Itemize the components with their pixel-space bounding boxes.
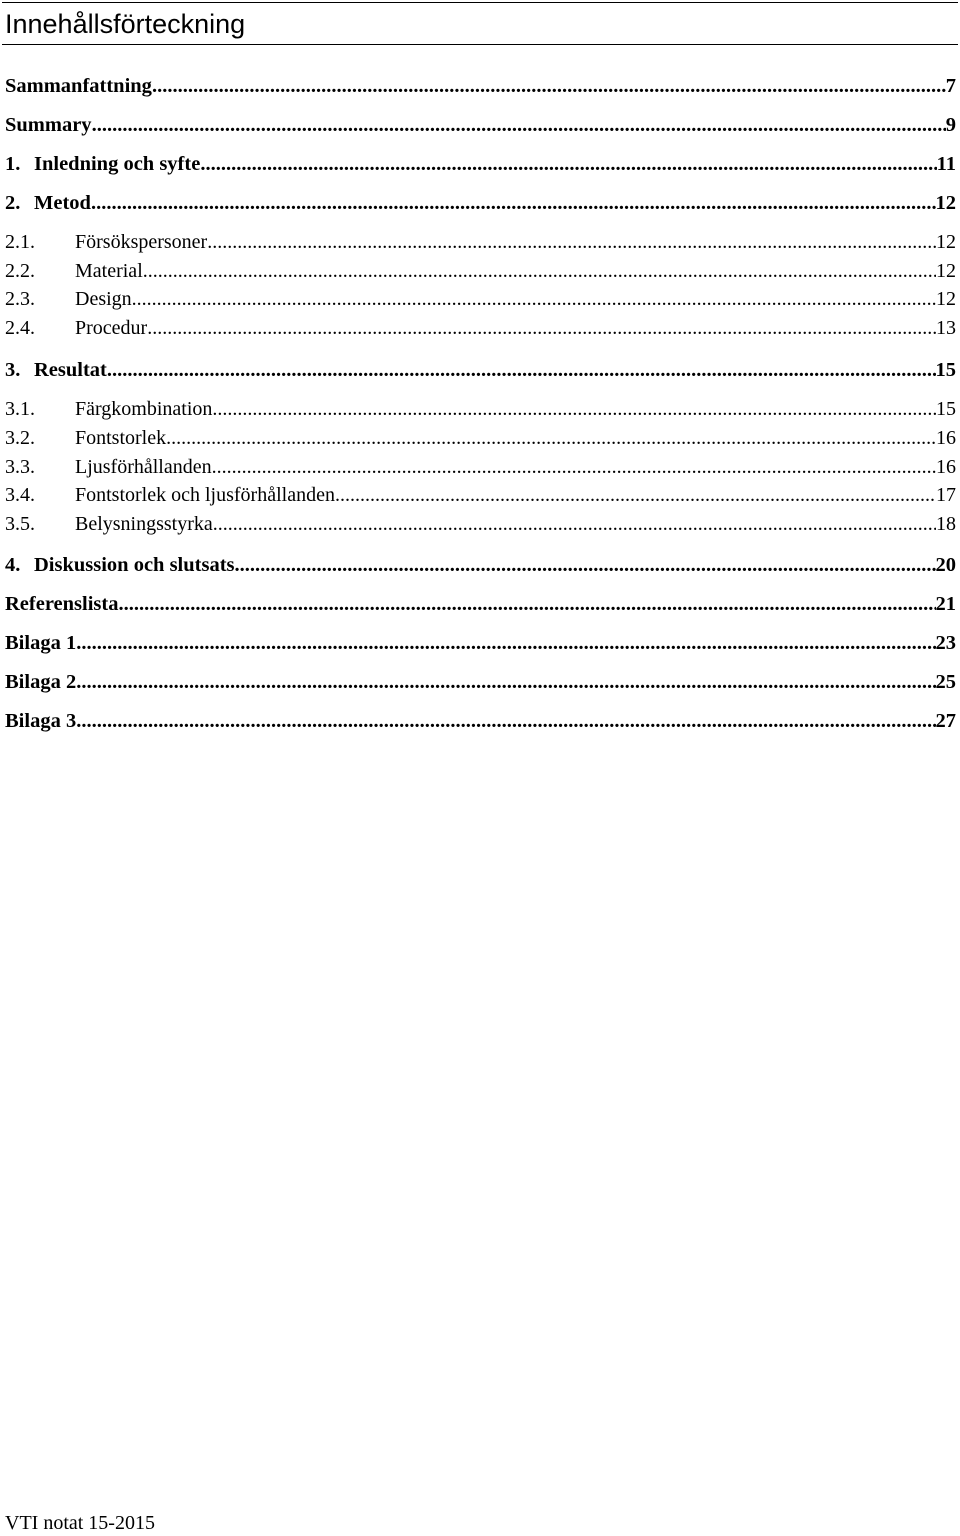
toc-entry-fontstorlek[interactable] bbox=[5, 425, 956, 451]
toc-page-number: 12 bbox=[936, 231, 956, 253]
toc-dot-leader bbox=[107, 357, 936, 383]
toc-page-number: 17 bbox=[936, 484, 956, 506]
toc-dot-leader bbox=[166, 425, 936, 451]
toc-section-number: 2.3. bbox=[5, 288, 35, 310]
toc-dot-leader bbox=[76, 669, 935, 695]
toc-entry-title: Försökspersoner bbox=[75, 231, 208, 253]
toc-dot-leader bbox=[91, 190, 936, 216]
toc-section-number: 3.1. bbox=[5, 398, 35, 420]
toc-entry-resultat[interactable] bbox=[5, 357, 956, 383]
toc-page-number: 11 bbox=[936, 153, 956, 175]
toc-dot-leader bbox=[118, 591, 935, 617]
toc-section-number: 2.4. bbox=[5, 317, 35, 339]
toc-entry-title: Fontstorlek och ljusförhållanden bbox=[75, 484, 335, 506]
toc-entry-diskussion[interactable] bbox=[5, 552, 956, 578]
toc-entry-bilaga-2[interactable] bbox=[5, 669, 956, 695]
toc-dot-leader bbox=[212, 396, 936, 422]
toc-section-number: 3.3. bbox=[5, 456, 35, 478]
toc-entry-summary[interactable] bbox=[5, 112, 956, 138]
toc-section-number: 3.2. bbox=[5, 427, 35, 449]
toc-entry-belysningsstyrka[interactable] bbox=[5, 511, 956, 537]
page-title: Innehållsförteckning bbox=[5, 9, 246, 39]
toc-dot-leader bbox=[213, 511, 936, 537]
toc-entry-referenslista[interactable] bbox=[5, 591, 956, 617]
toc-page-number: 12 bbox=[936, 260, 956, 282]
toc-entry-bilaga-1[interactable] bbox=[5, 630, 956, 656]
toc-dot-leader bbox=[200, 151, 936, 177]
toc-dot-leader bbox=[335, 482, 936, 508]
toc-entry-fontstorlek-och-ljusforhallanden[interactable] bbox=[5, 482, 956, 508]
toc-section-number: 3. bbox=[5, 359, 21, 381]
toc-entry-title: Belysningsstyrka bbox=[75, 513, 213, 535]
toc-page-number: 25 bbox=[935, 671, 956, 693]
toc-entry-title: Färgkombination bbox=[75, 398, 213, 420]
toc-page-number: 20 bbox=[935, 554, 956, 576]
toc-section-number: 2.2. bbox=[5, 260, 35, 282]
toc-page-number: 7 bbox=[945, 75, 956, 97]
toc-dot-leader bbox=[132, 286, 936, 312]
toc-dot-leader bbox=[143, 258, 936, 284]
toc-page-number: 27 bbox=[935, 710, 956, 732]
toc-entry-forsokspersoner[interactable] bbox=[5, 229, 956, 255]
toc-section-number: 4. bbox=[5, 554, 21, 576]
toc-page-number: 12 bbox=[936, 288, 956, 310]
toc-entry-title: Referenslista bbox=[5, 593, 119, 615]
toc-dot-leader bbox=[76, 708, 935, 734]
toc-section-number: 2.1. bbox=[5, 231, 35, 253]
toc-entry-title: Ljusförhållanden bbox=[75, 456, 212, 478]
toc-page-number: 21 bbox=[935, 593, 956, 615]
toc-section-number: 1. bbox=[5, 153, 21, 175]
toc-entry-bilaga-3[interactable] bbox=[5, 708, 956, 734]
toc-entry-title: Material bbox=[75, 260, 143, 282]
toc-page-number: 9 bbox=[945, 114, 956, 136]
toc-entry-title: Diskussion och slutsats bbox=[34, 554, 235, 576]
toc-entry-title: Metod bbox=[34, 192, 91, 214]
toc-page-number: 13 bbox=[936, 317, 956, 339]
toc-entry-title: Bilaga 2 bbox=[5, 671, 77, 693]
toc-entry-title: Inledning och syfte bbox=[34, 153, 201, 175]
toc-entry-metod[interactable] bbox=[5, 190, 956, 216]
toc-dot-leader bbox=[235, 552, 936, 578]
toc-entry-title: Bilaga 1 bbox=[5, 632, 77, 654]
toc-page-number: 16 bbox=[936, 456, 956, 478]
toc-entry-title: Summary bbox=[5, 114, 92, 136]
toc-section-number: 2. bbox=[5, 192, 21, 214]
toc-page-number: 15 bbox=[936, 398, 956, 420]
toc-page-number: 18 bbox=[936, 513, 956, 535]
toc-entry-title: Resultat bbox=[34, 359, 107, 381]
toc-section-number: 3.5. bbox=[5, 513, 35, 535]
toc-page-number: 12 bbox=[935, 192, 956, 214]
toc-dot-leader bbox=[152, 73, 946, 99]
toc-entry-inledning[interactable] bbox=[5, 151, 956, 177]
toc-entry-title: Design bbox=[75, 288, 132, 310]
toc-entry-design[interactable] bbox=[5, 286, 956, 312]
toc-section-number: 3.4. bbox=[5, 484, 35, 506]
toc-dot-leader bbox=[76, 630, 935, 656]
toc-entry-title: Fontstorlek bbox=[75, 427, 167, 449]
toc-entry-material[interactable] bbox=[5, 258, 956, 284]
toc-page-number: 15 bbox=[935, 359, 956, 381]
toc-page-number: 23 bbox=[935, 632, 956, 654]
toc-dot-leader bbox=[92, 112, 946, 138]
page-footer: VTI notat 15-2015 bbox=[5, 1512, 155, 1534]
toc-entry-fargkombination[interactable] bbox=[5, 396, 956, 422]
toc-entry-title: Bilaga 3 bbox=[5, 710, 77, 732]
toc-entry-title: Sammanfattning bbox=[5, 75, 152, 97]
page-header bbox=[2, 2, 958, 45]
toc-dot-leader bbox=[207, 229, 936, 255]
toc-page-number: 16 bbox=[936, 427, 956, 449]
toc-dot-leader bbox=[147, 315, 936, 341]
toc-entry-ljusforhallanden[interactable] bbox=[5, 454, 956, 480]
toc-entry-title: Procedur bbox=[75, 317, 148, 339]
toc-entry-procedur[interactable] bbox=[5, 315, 956, 341]
toc-dot-leader bbox=[212, 454, 936, 480]
toc-entry-sammanfattning[interactable] bbox=[5, 73, 956, 99]
